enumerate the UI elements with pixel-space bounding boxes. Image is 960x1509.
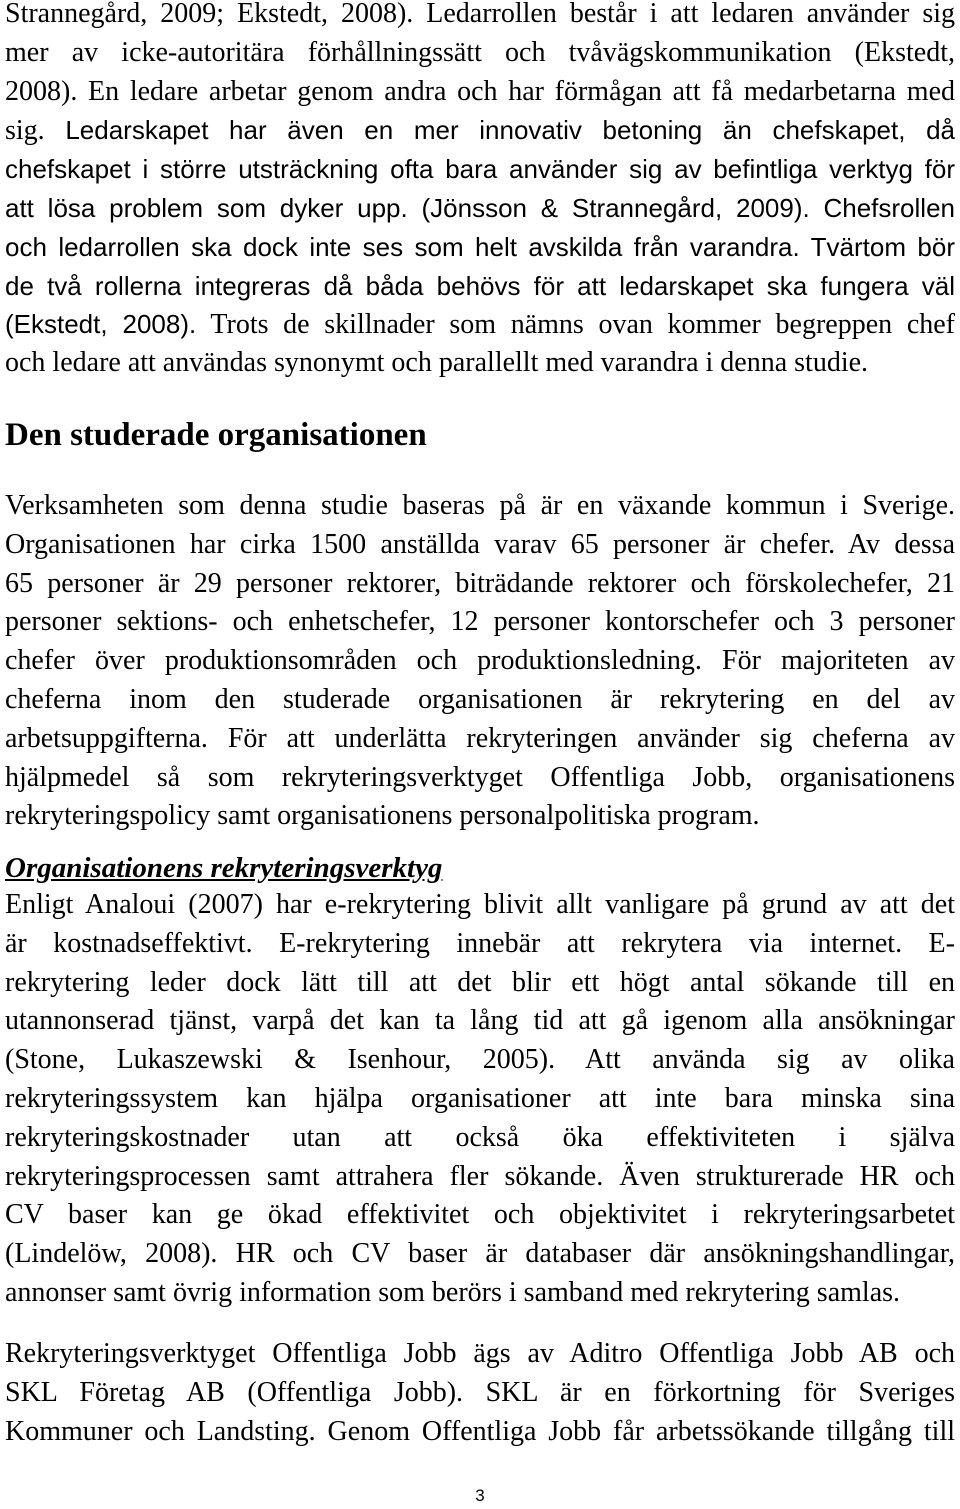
text-line: rekrytering leder dock lätt till att det blir ett högt antal sökande till en — [5, 966, 955, 998]
text-line: är kostnadseffektivt. E-rekrytering innebär att rekrytera via internet. E- — [5, 927, 955, 959]
text-line — [5, 305, 955, 344]
text-line: (Stone, Lukaszewski & Isenhour, 2005). Att använda sig av olika — [5, 1044, 955, 1076]
text-line: och ledare att användas synonymt och parallellt med varandra i denna studie. — [5, 347, 869, 379]
text-segment-sans: och ledarrollen ska dock inte ses som helt avskilda från varandra. Tvärtom bör — [5, 231, 955, 262]
text-line: Kommuner och Landsting. Genom Offentliga Jobb får arbetssökande tillgång till — [5, 1415, 955, 1447]
text-line: Verksamheten som denna studie baseras på är en växande kommun i Sverige. — [5, 490, 955, 521]
section-heading: Den studerade organisationen — [5, 417, 427, 453]
text-line: personer sektions- och enhetschefer, 12 personer kontorschefer och 3 personer — [5, 606, 955, 638]
text-line: hjälpmedel så som rekryteringsverktyget Offentliga Jobb, organisationens — [5, 761, 955, 793]
text-line: Organisationen har cirka 1500 anställda varav 65 personer är chefer. Av dessa — [5, 528, 955, 560]
text-segment-sans: att lösa problem som dyker upp. (Jönsson & Strannegård, 2009). Chefsrollen — [5, 192, 955, 223]
text-segment-sans: chefskapet i större utsträckning ofta bara använder sig av befintliga verktyg för — [5, 154, 955, 185]
text-line — [5, 111, 955, 150]
paragraph-leadership — [5, 0, 955, 383]
text-line: Enligt Analoui (2007) har e-rekrytering blivit allt vanligare på grund av att det — [5, 889, 955, 920]
section-heading-block — [5, 415, 955, 455]
text-line: annonser samt övrig information som berörs i samband med rekrytering samlas. — [5, 1276, 901, 1308]
text-line — [5, 267, 955, 306]
text-line: 65 personer är 29 personer rektorer, biträdande rektorer och förskolechefer, 21 — [5, 567, 955, 599]
paragraph-organisation — [5, 487, 955, 836]
text-segment-sans: (Ekstedt, 2008). — [5, 309, 197, 340]
text-line: utannonserad tjänst, varpå det kan ta lång tid att gå igenom alla ansökningar — [5, 1005, 955, 1037]
paragraph-ownership — [5, 1335, 955, 1451]
text-segment-serif: Trots de skillnader som nämns ovan kommer begreppen chef — [196, 309, 955, 341]
paragraph-recruitment-tool — [5, 886, 955, 1313]
text-line: arbetsuppgifterna. För att underlätta rekryteringen använder sig cheferna av — [5, 722, 955, 754]
text-line: cheferna inom den studerade organisationen är rekrytering en del av — [5, 683, 955, 715]
subsection-heading: Organisationens rekryteringsverktyg — [5, 852, 443, 884]
text-line: mer av icke-autoritära förhållningssätt och tvåvägskommunikation (Ekstedt, — [5, 36, 955, 68]
page-number: 3 — [475, 1486, 485, 1505]
text-line: rekryteringsprocessen samt attrahera fler sökande. Även strukturerade HR och — [5, 1160, 955, 1192]
text-segment-serif: sig. — [5, 115, 45, 147]
text-line — [5, 228, 955, 267]
text-line — [5, 150, 955, 189]
text-line — [5, 189, 955, 228]
page-number-block — [0, 1486, 960, 1506]
text-line: rekryteringskostnader utan att också öka effektiviteten i själva — [5, 1121, 955, 1153]
text-line: Rekryteringsverktyget Offentliga Jobb ägs av Aditro Offentliga Jobb AB och — [5, 1338, 955, 1369]
subsection-heading-block — [5, 849, 955, 888]
text-line: CV baser kan ge ökad effektivitet och objektivitet i rekryteringsarbetet — [5, 1199, 955, 1231]
text-line: chefer över produktionsområden och produktionsledning. För majoriteten av — [5, 645, 955, 677]
text-line: rekryteringssystem kan hjälpa organisationer att inte bara minska sina — [5, 1082, 955, 1114]
text-line: 2008). En ledare arbetar genom andra och har förmågan att få medarbetarna med — [5, 75, 955, 107]
text-segment-sans: de två rollerna integreras då båda behövs för att ledarskapet ska fungera väl — [5, 270, 955, 301]
text-segment-sans: Ledarskapet har även en mer innovativ betoning än chefskapet, då — [44, 115, 955, 146]
text-line: SKL Företag AB (Offentliga Jobb). SKL är en förkortning för Sveriges — [5, 1376, 955, 1408]
text-line: Strannegård, 2009; Ekstedt, 2008). Ledarrollen består i att ledaren använder sig — [5, 0, 955, 29]
text-line: (Lindelöw, 2008). HR och CV baser är databaser där ansökningshandlingar, — [5, 1238, 955, 1270]
text-line: rekryteringspolicy samt organisationens personalpolitiska program. — [5, 800, 760, 832]
